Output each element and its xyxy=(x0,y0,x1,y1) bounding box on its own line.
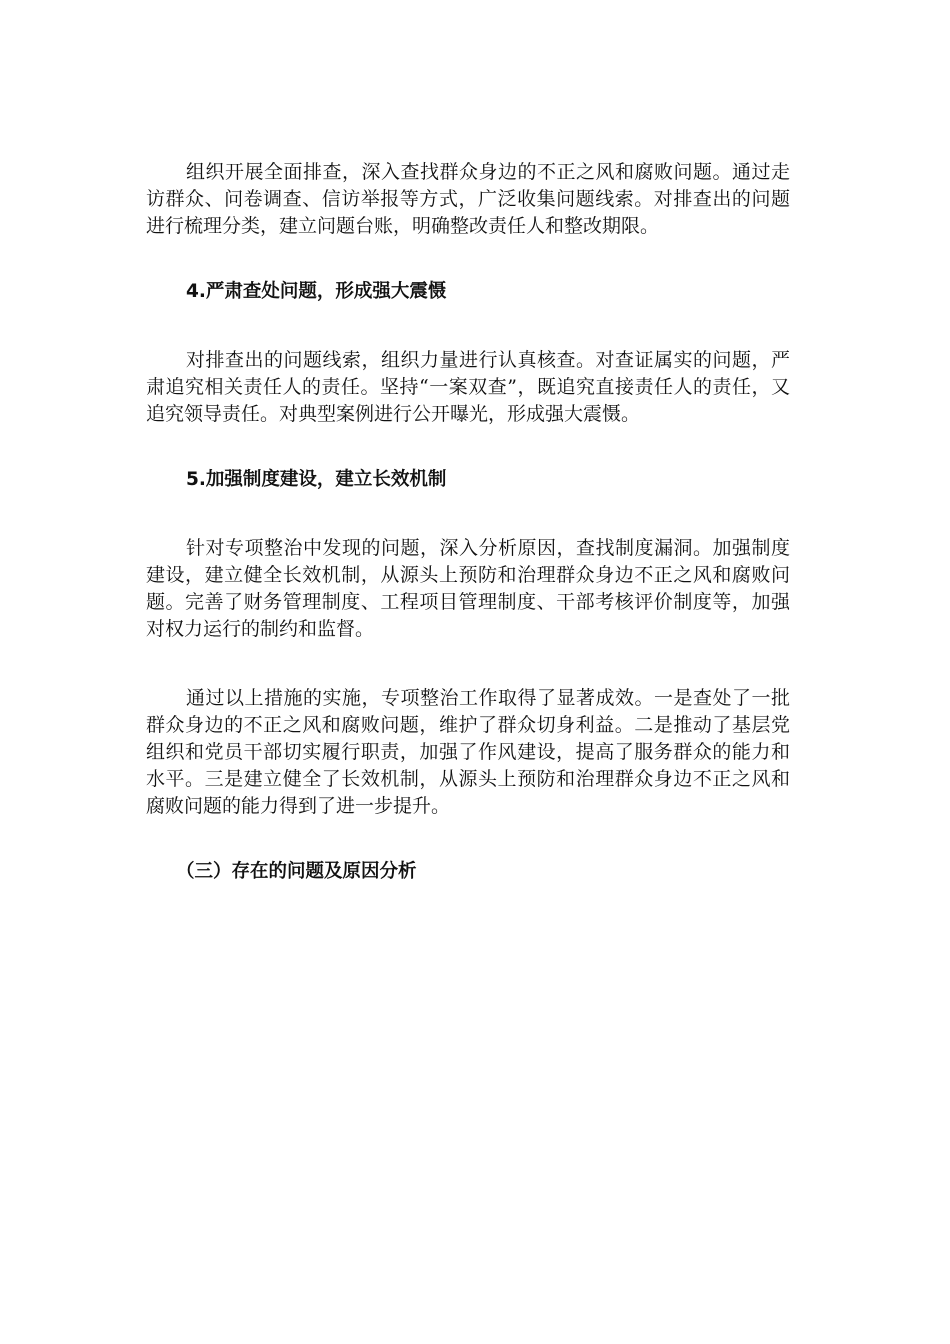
section-heading-problems: （三）存在的问题及原因分析 xyxy=(176,861,417,882)
spacer xyxy=(146,643,790,685)
paragraph-results: 通过以上措施的实施，专项整治工作取得了显著成效。一是查处了一批群众身边的不正之风和腐败问题，维护了群众切身利益。二是推动了基层党组织和党员干部切实履行职责，加强了作风建设，提高了服务群众的能力和水平。三是建立健全了长效机制，从源头上预防和治理群众身边不正之风和腐败问题的能力得到了进一步提升。 xyxy=(146,687,790,817)
spacer xyxy=(146,305,790,347)
spacer xyxy=(146,820,790,858)
spacer xyxy=(146,428,790,466)
paragraph-investigation: 组织开展全面排查，深入查找群众身边的不正之风和腐败问题。通过走访群众、问卷调查、信访举报等方式，广泛收集问题线索。对排查出的问题进行梳理分类，建立问题台账，明确整改责任人和整改期限。 xyxy=(146,161,790,237)
paragraph-institution: 针对专项整治中发现的问题，深入分析原因，查找制度漏洞。加强制度建设，建立健全长效机制，从源头上预防和治理群众身边不正之风和腐败问题。完善了财务管理制度、工程项目管理制度、干部考核评价制度等，加强对权力运行的制约和监督。 xyxy=(146,537,790,640)
section-heading-4: 4.严肃查处问题，形成强大震慑 xyxy=(186,281,447,302)
spacer xyxy=(146,493,790,535)
spacer xyxy=(146,240,790,278)
section-heading-5: 5.加强制度建设，建立长效机制 xyxy=(186,469,447,490)
paragraph-punishment: 对排查出的问题线索，组织力量进行认真核查。对查证属实的问题，严肃追究相关责任人的责任。坚持“一案双查”，既追究直接责任人的责任，又追究领导责任。对典型案例进行公开曝光，形成强大震慑。 xyxy=(146,349,790,425)
document-body xyxy=(146,159,790,885)
